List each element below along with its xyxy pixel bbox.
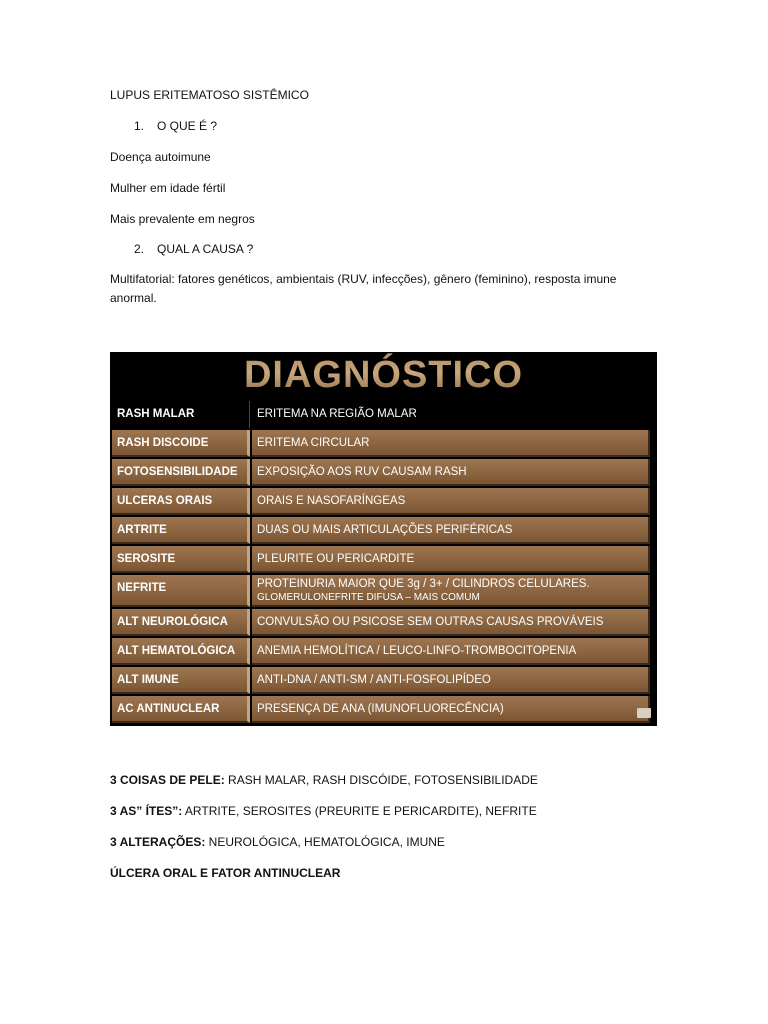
description-cell: ANTI-DNA / ANTI-SM / ANTI-FOSFOLIPÍDEO <box>252 667 650 694</box>
table-row <box>112 401 648 430</box>
criterion-cell: FOTOSENSIBILIDADE <box>112 459 250 486</box>
description-main: PROTEINURIA MAIOR QUE 3g / 3+ / CILINDROS CELULARES. <box>257 578 590 590</box>
table-row <box>112 488 648 517</box>
criterion-cell: NEFRITE <box>112 575 250 607</box>
description-cell <box>252 575 650 607</box>
slide-title: DIAGNÓSTICO <box>110 352 657 398</box>
description-cell: PLEURITE OU PERICARDITE <box>252 546 650 573</box>
summary-line-alterations <box>110 834 445 850</box>
table-row <box>112 546 648 575</box>
criterion-cell: RASH MALAR <box>112 401 250 428</box>
list-number-2: 2. <box>134 242 145 256</box>
heading-cause: QUAL A CAUSA ? <box>157 242 254 256</box>
criterion-cell: AC ANTINUCLEAR <box>112 696 250 723</box>
table-row <box>112 667 648 696</box>
table-row <box>112 638 648 667</box>
criterion-cell: ARTRITE <box>112 517 250 544</box>
criterion-cell: ALT HEMATOLÓGICA <box>112 638 250 665</box>
summary-line-skin <box>110 772 538 788</box>
diagnosis-slide-image <box>110 352 657 726</box>
summary-line-ites <box>110 803 537 819</box>
criterion-cell: ULCERAS ORAIS <box>112 488 250 515</box>
criterion-cell: SEROSITE <box>112 546 250 573</box>
description-cell: ERITEMA CIRCULAR <box>252 430 650 457</box>
book-icon <box>637 708 651 718</box>
summary-line-ulcer: ÚLCERA ORAL E FATOR ANTINUCLEAR <box>110 866 341 880</box>
summary-text: RASH MALAR, RASH DISCÓIDE, FOTOSENSIBILIDADE <box>224 773 538 787</box>
table-row <box>112 459 648 488</box>
summary-label: 3 ALTERAÇÕES: <box>110 835 206 849</box>
description-sub: GLOMERULONEFRITE DIFUSA – MAIS COMUM <box>257 592 480 603</box>
summary-label: 3 COISAS DE PELE: <box>110 773 225 787</box>
text-line: Mais prevalente em negros <box>110 212 255 226</box>
description-cell: DUAS OU MAIS ARTICULAÇÕES PERIFÉRICAS <box>252 517 650 544</box>
list-number-1: 1. <box>134 119 145 133</box>
description-cell: EXPOSIÇÃO AOS RUV CAUSAM RASH <box>252 459 650 486</box>
table-row <box>112 609 648 638</box>
table-row <box>112 517 648 546</box>
document-title: LUPUS ERITEMATOSO SISTÊMICO <box>110 88 309 102</box>
criterion-cell: RASH DISCOIDE <box>112 430 250 457</box>
text-line: Mulher em idade fértil <box>110 181 226 195</box>
description-cell: PRESENÇA DE ANA (IMUNOFLUORECÊNCIA) <box>252 696 650 723</box>
summary-label: 3 AS” ÍTES”: <box>110 804 183 818</box>
table-row <box>112 575 648 609</box>
cause-paragraph: Multifatorial: fatores genéticos, ambientais (RUV, infecções), gênero (feminino), resposta imune anormal. <box>110 272 617 305</box>
summary-text: NEUROLÓGICA, HEMATOLÓGICA, IMUNE <box>205 835 445 849</box>
description-cell: ORAIS E NASOFARÍNGEAS <box>252 488 650 515</box>
table-row <box>112 696 648 725</box>
criterion-cell: ALT IMUNE <box>112 667 250 694</box>
description-cell: ERITEMA NA REGIÃO MALAR <box>252 401 650 428</box>
table-row <box>112 430 648 459</box>
description-cell: CONVULSÃO OU PSICOSE SEM OUTRAS CAUSAS PROVÁVEIS <box>252 609 650 636</box>
heading-what-is: O QUE É ? <box>157 119 218 133</box>
criterion-cell: ALT NEUROLÓGICA <box>112 609 250 636</box>
description-cell: ANEMIA HEMOLÍTICA / LEUCO-LINFO-TROMBOCITOPENIA <box>252 638 650 665</box>
text-line: Doença autoimune <box>110 150 211 164</box>
summary-text: ARTRITE, SEROSITES (PREURITE E PERICARDITE), NEFRITE <box>182 804 537 818</box>
